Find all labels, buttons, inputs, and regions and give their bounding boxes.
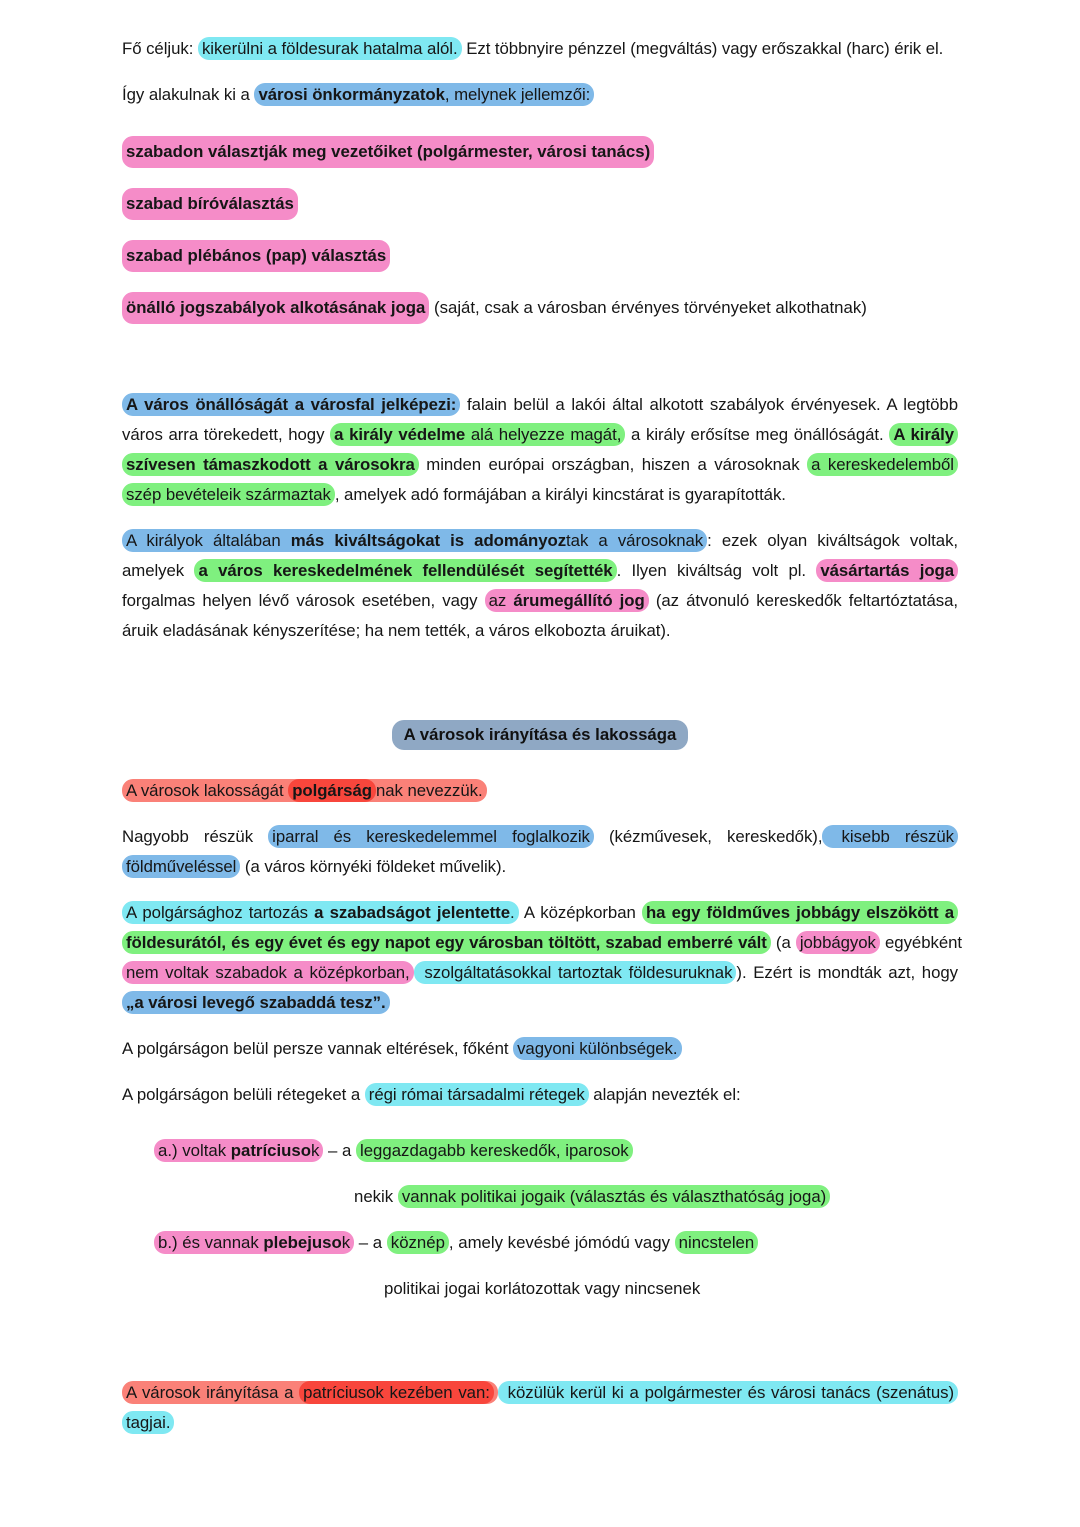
spacer: [122, 1320, 958, 1378]
bullet-row-4: [122, 292, 958, 324]
paragraph-fo-celjuk: [122, 34, 958, 64]
text-fragment: a.) voltak: [158, 1141, 231, 1160]
highlight-pink-jobbagyok: jobbágyok: [796, 931, 880, 954]
spacer: [122, 126, 958, 136]
bold-kiraly-vedelme: a király védelme: [334, 425, 466, 444]
highlight-pink-plebejusok: [154, 1231, 354, 1254]
highlight-blue-kisebb-reszuk-foldmuveles: kisebb részük földműveléssel: [122, 825, 958, 878]
highlight-pink-vasartartas-joga: vásártartás joga: [816, 559, 958, 582]
text-fragment: politikai jogai korlátozottak vagy nincsenek: [384, 1279, 701, 1298]
bullet-item-szabad-birovalasztas: szabad bíróválasztás: [122, 188, 298, 220]
text-fragment: k: [341, 1233, 351, 1252]
text-fragment: A városok irányítása a: [126, 1383, 300, 1402]
text-fragment: k: [310, 1141, 320, 1160]
highlight-green-nincstelen: nincstelen: [675, 1231, 759, 1254]
bullet-item-4-trailing-text: (saját, csak a városban érvényes törvényeket alkothatnak): [429, 298, 867, 317]
text-fragment: A városok lakosságát: [126, 781, 289, 800]
highlight-green-jobbagy-szabad-emberre-valt: ha egy földműves jobbágy elszökött a földesurától, és egy évet és egy napot egy városban töltött, szabad emberré vált: [122, 901, 958, 954]
paragraph-polgarsaghoz-tartozas: [122, 898, 963, 1018]
text-fragment: Ezt többnyire pénzzel (megváltás) vagy erőszakkal (harc) érik el.: [461, 39, 944, 58]
highlight-cyan-regi-romai-retegek: régi római társadalmi rétegek: [365, 1083, 589, 1106]
highlight-blue-mas-kivaltsagok: [122, 529, 707, 552]
list-item-patriciusok: [122, 1136, 958, 1166]
text-fragment: b.) és vannak: [158, 1233, 264, 1252]
text-fragment: A középkorban: [518, 903, 642, 922]
list-item-plebejusok-jogok: [122, 1274, 958, 1304]
highlight-blue-varosi-levego: „a városi levegő szabaddá tesz”.: [122, 991, 390, 1014]
highlight-pink-patriciusok: [154, 1139, 323, 1162]
section-heading-row: [122, 720, 958, 750]
text-fragment: ). Ezért is mondták azt, hogy: [736, 963, 958, 982]
text-fragment: A polgárságon belül persze vannak eltérések, főként: [122, 1039, 514, 1058]
text-fragment: minden európai országban, hiszen a városoknak: [418, 455, 808, 474]
paragraph-varosok-iranyitasa-patriciusok: [122, 1378, 958, 1438]
text-fragment: falain belül a lakói által alkotott szabályok érvényesek. A legtöbb város arra törekedett, hogy: [122, 395, 958, 444]
text-fragment: – a: [354, 1233, 387, 1252]
bold-plebejuso: plebejuso: [263, 1233, 342, 1252]
spacer: [122, 1126, 958, 1136]
paragraph-vagyoni-kulonbsegek: [122, 1034, 958, 1064]
text-fragment: . Ilyen kiváltság volt pl.: [616, 561, 817, 580]
bullet-item-onallo-jogszabalyok: önálló jogszabályok alkotásának joga: [122, 292, 429, 324]
highlight-blue-iparral-kereskedelemmel: iparral és kereskedelemmel foglalkozik: [268, 825, 594, 848]
paragraph-polgarsag-definicio: [122, 776, 958, 806]
bullet-row-1: [122, 136, 958, 168]
text-fragment: , amelyek adó formájában a királyi kincstárat is gyarapították.: [334, 485, 786, 504]
paragraph-varos-onallosaga: [122, 390, 958, 510]
highlight-cyan-szolgaltatasokkal-tartoztak: szolgáltatásokkal tartoztak földesuruknak: [414, 961, 737, 984]
highlight-blue-vagyoni-kulonbsegek: vagyoni különbségek.: [513, 1037, 681, 1060]
document-content: [122, 34, 963, 1454]
text-fragment: az: [488, 591, 514, 610]
spacer: [122, 344, 958, 390]
text-fragment: A polgárságon belüli rétegeket a: [122, 1085, 365, 1104]
section-heading-varosok-iranyitasa: A városok irányítása és lakossága: [392, 720, 689, 750]
text-fragment: .: [510, 903, 515, 922]
text-fragment: tak a városoknak: [566, 531, 704, 550]
highlight-red-iranyitas-patriciusok: [122, 1381, 498, 1404]
text-fragment: nak nevezzük.: [375, 781, 483, 800]
highlight-blue-varosfal-jelkepezi: A város önállóságát a városfal jelképezi:: [122, 393, 460, 416]
highlight-green-politikai-jogaik: vannak politikai jogaik (választás és választhatóság joga): [398, 1185, 830, 1208]
bold-arumegallito-jog: árumegállító jog: [513, 591, 645, 610]
text-fragment: egyébként: [879, 933, 963, 952]
text-fragment: alapján nevezték el:: [588, 1085, 741, 1104]
highlight-green-kereskedelem-fellendulese: a város kereskedelmének fellendülését segítették: [194, 559, 616, 582]
highlight-red-polgarsag-sentence: [122, 779, 487, 802]
bullet-row-3: [122, 240, 958, 272]
highlight-blue-onkormanyzatok: [254, 83, 594, 106]
text-fragment: nekik: [354, 1187, 398, 1206]
text-fragment: , melynek jellemzői:: [444, 85, 591, 104]
text-fragment: Nagyobb részük: [122, 827, 269, 846]
bullet-row-2: [122, 188, 958, 220]
text-fragment: A polgársághoz tartozás: [126, 903, 315, 922]
highlight-reddeep-polgarsag: polgárság: [288, 779, 376, 802]
list-item-plebejusok: [122, 1228, 958, 1258]
paragraph-kiralyok-kivaltsagok: [122, 526, 958, 646]
text-fragment: a király erősítse meg önállóságát.: [625, 425, 890, 444]
text-fragment: forgalmas helyen lévő városok esetében, vagy: [122, 591, 485, 610]
highlight-pink-nem-voltak-szabadok: nem voltak szabadok a középkorban,: [122, 961, 414, 984]
text-fragment: Fő céljuk:: [122, 39, 198, 58]
text-fragment: (a: [770, 933, 796, 952]
highlight-reddeep-patriciusok-kezeben: patríciusok kezében van:: [299, 1381, 494, 1404]
text-fragment: , amely kevésbé jómódú vagy: [448, 1233, 675, 1252]
spacer: [122, 662, 958, 720]
paragraph-foglalkozasok: [122, 822, 958, 882]
highlight-green-kereskedelembol-bevetel: a kereskedelemből szép bevételeik származtak: [122, 453, 958, 506]
text-fragment: (kézművesek, kereskedők),: [593, 827, 823, 846]
text-fragment: (a város környéki földeket művelik).: [240, 857, 507, 876]
highlight-pink-arumegallito-jog: [485, 589, 649, 612]
bold-varosi-onkormanyzatok: városi önkormányzatok: [258, 85, 445, 104]
bold-patriciuso: patríciuso: [230, 1141, 311, 1160]
bullet-item-szabadon-valasztjak: szabadon választják meg vezetőiket (polgármester, városi tanács): [122, 136, 654, 168]
highlight-cyan-kikerulni: kikerülni a földesurak hatalma alól.: [198, 37, 462, 60]
paragraph-retegek-elnevezese: [122, 1080, 958, 1110]
text-fragment: alá helyezze magát,: [465, 425, 622, 444]
text-fragment: Így alakulnak ki a: [122, 85, 255, 104]
bullet-item-szabad-plebanos: szabad plébános (pap) választás: [122, 240, 390, 272]
paragraph-varosi-onkormanyzatok: [122, 80, 958, 110]
list-item-patriciusok-jogok: [122, 1182, 958, 1212]
highlight-cyan-polgarmester-szenatus: közülük kerül ki a polgármester és városi tanács (szenátus) tagjai.: [122, 1381, 958, 1434]
text-fragment: : ezek olyan kiváltságok voltak, amelyek: [122, 531, 959, 580]
highlight-green-kiraly-tamaszkodott: A király szívesen támaszkodott a városokra: [122, 423, 958, 476]
highlight-cyan-szabadsagot-jelentette: [122, 901, 519, 924]
highlight-green-leggazdagabb-kereskedok: leggazdagabb kereskedők, iparosok: [356, 1139, 633, 1162]
bold-szabadsagot-jelentette: a szabadságot jelentette: [314, 903, 511, 922]
text-fragment: – a: [323, 1141, 356, 1160]
bold-mas-kivaltsagokat: más kiváltságokat is adományoz: [290, 531, 567, 550]
highlight-green-koznep: köznép: [387, 1231, 449, 1254]
text-fragment: (az átvonuló kereskedők feltartóztatása, áruik eladásának kényszerítése; ha nem tették, a város elkobozta áruikat).: [122, 591, 958, 640]
text-fragment: A királyok általában: [126, 531, 291, 550]
highlight-green-kiraly-vedelme: [330, 423, 625, 446]
